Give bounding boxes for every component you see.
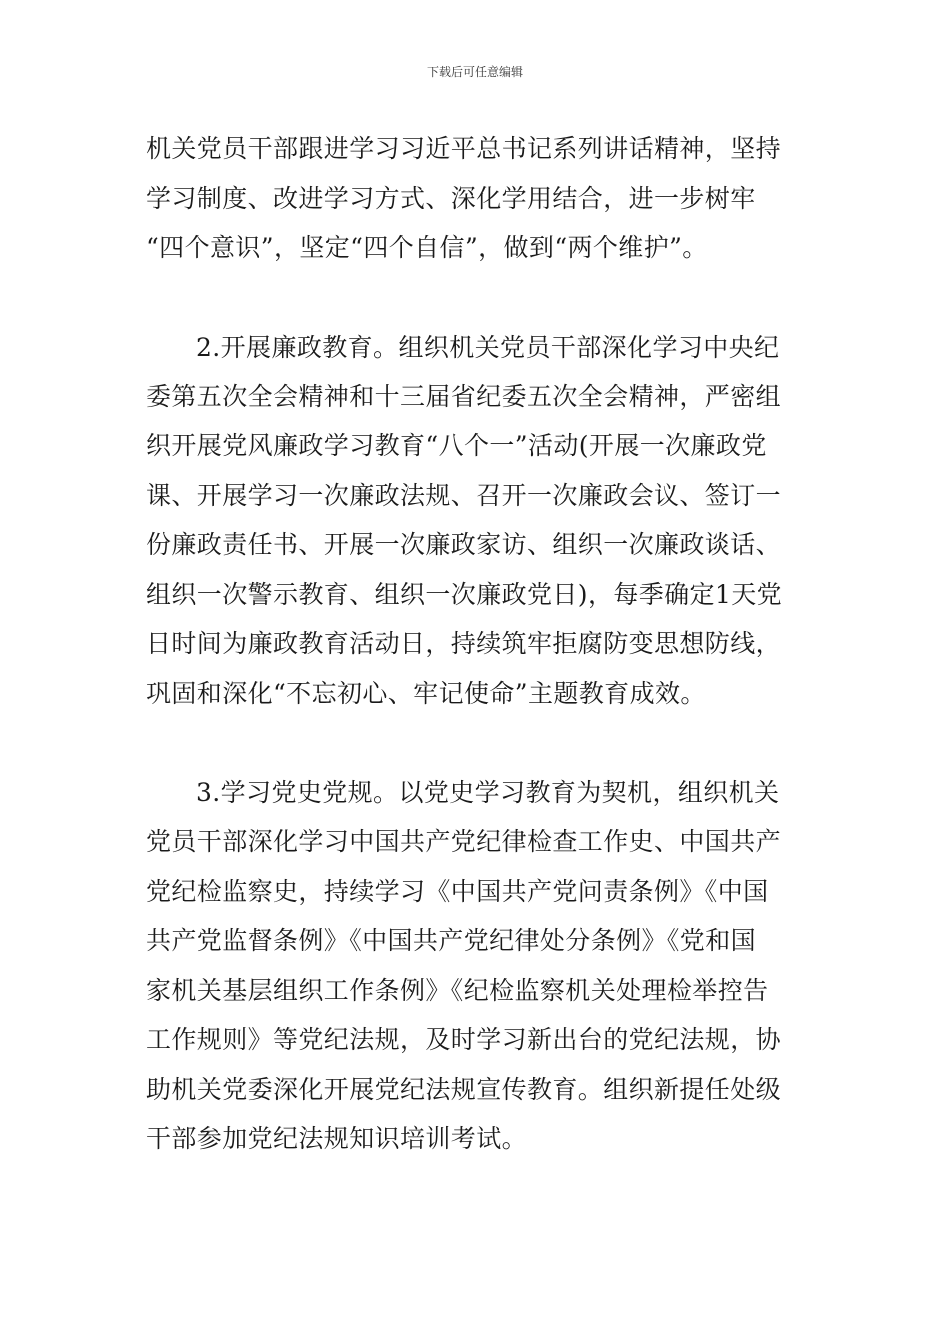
text-line: 巩固和深化“不忘初心、牢记使命”主题教育成效。 [146, 679, 706, 708]
text-line: 3.学习党史党规。以党史学习教育为契机，组织机关 [196, 778, 780, 807]
text-line: 日时间为廉政教育活动日，持续筑牢拒腐防变思想防线， [146, 629, 782, 658]
text-line: 织开展党风廉政学习教育“八个一”活动(开展一次廉政党 [146, 431, 767, 460]
text-line: 机关党员干部跟进学习习近平总书记系列讲话精神，坚持 [146, 134, 782, 163]
text-line: 2.开展廉政教育。组织机关党员干部深化学习中央纪 [196, 333, 780, 362]
text-line: “四个意识”，坚定“四个自信”，做到“两个维护”。 [146, 233, 708, 262]
page-header: 下载后可任意编辑 [426, 65, 523, 79]
text-line: 干部参加党纪法规知识培训考试。 [146, 1124, 528, 1153]
text-line: 党员干部深化学习中国共产党纪律检查工作史、中国共产 [146, 827, 782, 856]
text-line: 助机关党委深化开展党纪法规宣传教育。组织新提任处级 [146, 1075, 782, 1104]
text-line: 委第五次全会精神和十三届省纪委五次全会精神，严密组 [146, 382, 782, 411]
text-line: 党纪检监察史，持续学习《中国共产党问责条例》《中国 [146, 877, 769, 906]
text-line: 组织一次警示教育、组织一次廉政党日)，每季确定1天党 [146, 580, 783, 609]
text-line: 家机关基层组织工作条例》《纪检监察机关处理检举控告 [146, 976, 769, 1005]
text-line: 共产党监督条例》《中国共产党纪律处分条例》《党和国 [146, 926, 757, 955]
text-line: 学习制度、改进学习方式、深化学用结合，进一步树牢 [146, 184, 756, 213]
text-line: 课、开展学习一次廉政法规、召开一次廉政会议、签订一 [146, 481, 782, 510]
text-line: 份廉政责任书、开展一次廉政家访、组织一次廉政谈话、 [146, 530, 782, 559]
text-line: 工作规则》等党纪法规，及时学习新出台的党纪法规，协 [146, 1025, 782, 1054]
